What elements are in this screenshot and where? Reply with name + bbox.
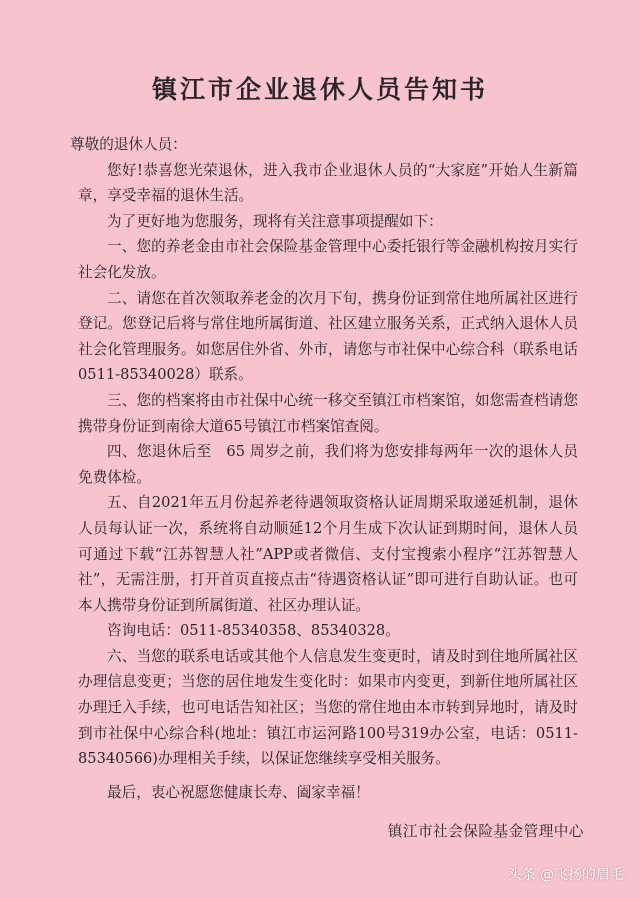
paragraph-item-1: 一、您的养老金由市社会保险基金管理中心委托银行等金融机构按月实行社会化发放。	[78, 238, 578, 281]
signature-organization: 镇江市社会保险基金管理中心	[387, 823, 584, 840]
paragraph-item-2: 二、请您在首次领取养老金的次月下旬，携身份证到常住地所属社区进行登记。您登记后将与常住地所属街道、社区建立服务关系，正式纳入退休人员社会化管理服务。如您居住外省、外市，请您与市社保中心综合科（联系电话0511-85340028）联系。	[78, 289, 578, 384]
paragraph-item-3: 三、您的档案将由市社保中心统一移交至镇江市档案馆，如您需查档请您携带身份证到南徐大道65号镇江市档案馆查阅。	[78, 391, 578, 435]
salutation: 尊敬的退休人员：	[70, 136, 187, 153]
watermark-text: 头条 @飞扬的眉毛	[507, 867, 624, 883]
paragraph-hotline: 咨询电话：0511-85340358、85340328。	[107, 622, 400, 640]
paragraph-item-4: 四、您退休后至 65 周岁之前，我们将为您安排每两年一次的退休人员免费体检。	[78, 443, 578, 486]
page-title: 镇江市企业退休人员告知书	[151, 75, 488, 104]
paragraph-item-6: 六、当您的联系电话或其他个人信息发生变更时，请及时到住地所属社区办理信息变更；当您的居住地发生变化时：如果市内变更，到新住地所属社区办理迁入手续，也可电话告知社区；当您的常住地由本市转到异地时，请及时到市社保中心综合科(地址：镇江市运河路100号319办公室，电话：0511-85340566)办理相关手续，以保证您继续享受相关服务。	[78, 647, 578, 768]
paragraph-intro: 为了更好地为您服务，现将有关注意事项提醒如下：	[107, 212, 443, 230]
paragraph-greeting: 您好!恭喜您光荣退休，进入我市企业退休人员的“大家庭”开始人生新篇章，享受幸福的退休生活。	[78, 161, 578, 205]
watermark	[508, 864, 624, 884]
notice-body	[70, 132, 578, 805]
closing-wishes: 最后，衷心祝愿您健康长寿、阖家幸福！	[107, 783, 370, 801]
paragraph-item-5: 五、自2021年五月份起养老待遇领取资格认证周期采取递延机制，退休人员每认证一次，系统将自动顺延12个月生成下次认证到期时间，退休人员可通过下载“江苏智慧人社”APP或者微信、支付宝搜索小程序“江苏智慧人社”，无需注册，打开首页直接点击“待遇资格认证”即可进行自助认证。也可本人携带身份证到所属街道、社区办理认证。	[78, 494, 578, 614]
